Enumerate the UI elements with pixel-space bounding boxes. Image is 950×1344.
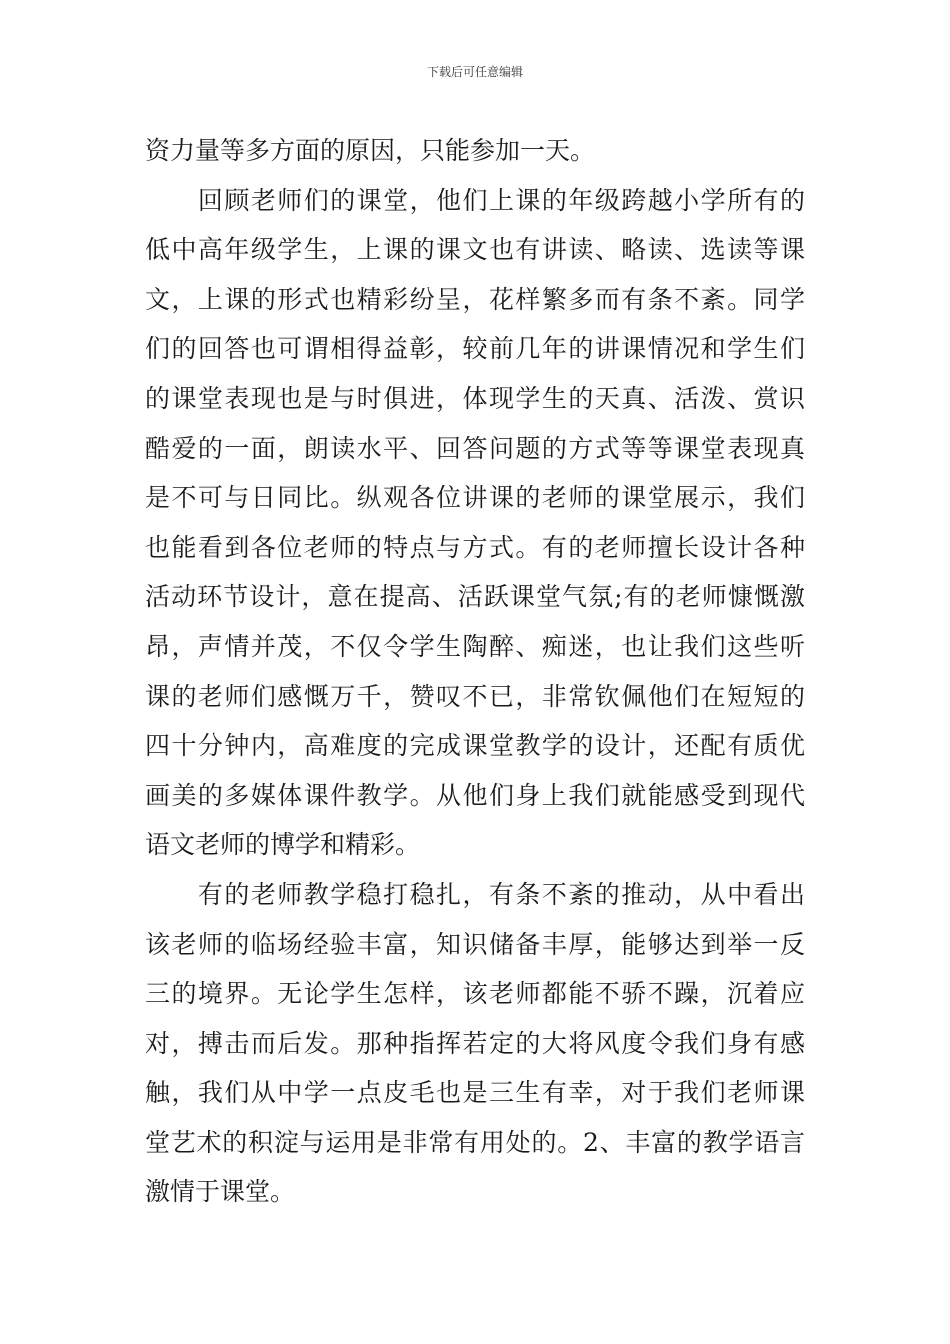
text-line: 该老师的临场经验丰富，知识储备丰厚，能够达到举一反 <box>145 929 805 959</box>
text-line: 也能看到各位老师的特点与方式。有的老师擅长设计各种 <box>145 532 805 562</box>
page-header: 下载后可任意编辑 <box>426 65 523 79</box>
text-line: 活动环节设计，意在提高、活跃课堂气氛;有的老师慷慨激 <box>145 582 805 612</box>
text-line: 课的老师们感慨万千，赞叹不已，非常钦佩他们在短短的 <box>145 681 805 711</box>
text-line: 文，上课的形式也精彩纷呈，花样繁多而有条不紊。同学 <box>145 284 805 314</box>
body-text <box>145 126 805 1217</box>
text-line: 酷爱的一面，朗读水平、回答问题的方式等等课堂表现真 <box>145 433 805 463</box>
text-line: 有的老师教学稳打稳扎，有条不紊的推动，从中看出 <box>145 879 805 909</box>
text-line: 语文老师的博学和精彩。 <box>145 830 421 860</box>
text-line: 们的回答也可谓相得益彰，较前几年的讲课情况和学生们 <box>145 334 805 364</box>
text-line: 堂艺术的积淀与运用是非常有用处的。2、丰富的教学语言 <box>145 1127 805 1157</box>
text-line: 画美的多媒体课件教学。从他们身上我们就能感受到现代 <box>145 780 805 810</box>
text-line: 低中高年级学生，上课的课文也有讲读、略读、选读等课 <box>145 235 805 265</box>
text-line: 四十分钟内，高难度的完成课堂教学的设计，还配有质优 <box>145 731 805 761</box>
text-line: 资力量等多方面的原因，只能参加一天。 <box>145 136 596 165</box>
text-line: 昂，声情并茂，不仅令学生陶醉、痴迷，也让我们这些听 <box>145 631 805 661</box>
text-line: 三的境界。无论学生怎样，该老师都能不骄不躁，沉着应 <box>145 979 805 1009</box>
text-line: 激情于课堂。 <box>145 1177 296 1207</box>
text-line: 回顾老师们的课堂，他们上课的年级跨越小学所有的 <box>145 185 805 215</box>
text-line: 是不可与日同比。纵观各位讲课的老师的课堂展示，我们 <box>145 483 805 513</box>
text-line: 的课堂表现也是与时俱进，体现学生的天真、活泼、赏识 <box>145 383 805 413</box>
text-line: 触，我们从中学一点皮毛也是三生有幸，对于我们老师课 <box>145 1078 805 1108</box>
text-line: 对，搏击而后发。那种指挥若定的大将风度令我们身有感 <box>145 1028 805 1058</box>
